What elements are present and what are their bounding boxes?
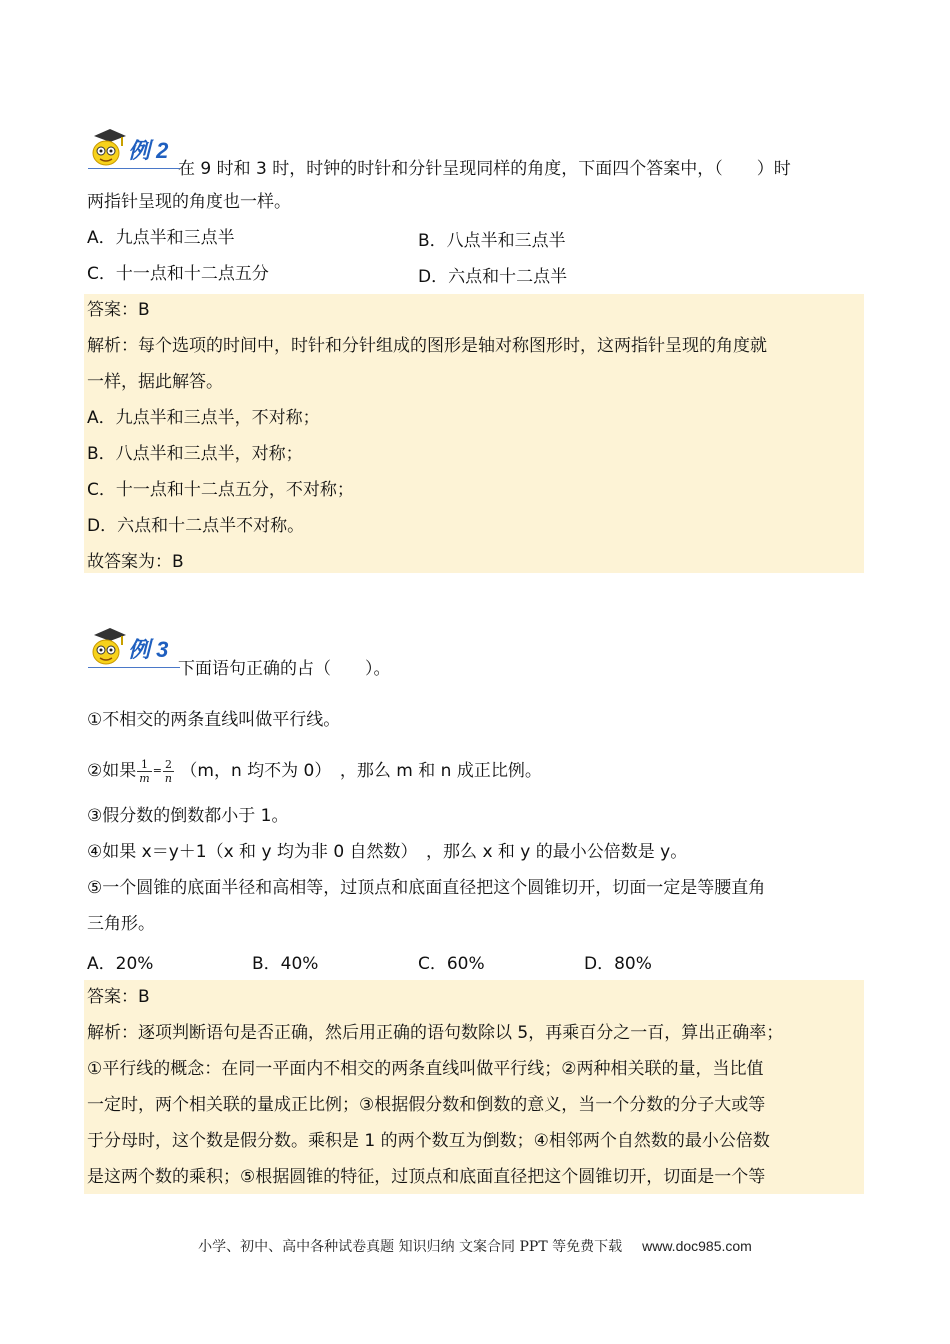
example-2-stem-line1: 在 9 时和 3 时，时钟的时针和分针呈现同样的角度，下面四个答案中，（ ）时 [178, 159, 791, 179]
example-3-label: 例 3 [128, 637, 169, 662]
statement-4: ④如果 x＝y＋1（x 和 y 均为非 0 自然数） ，那么 x 和 y 的最小公倍数是 y。 [87, 842, 688, 862]
statement-2-suffix: （m，n 均不为 0） ，那么 m 和 n 成正比例。 [180, 761, 542, 781]
page-footer [0, 1236, 950, 1256]
example-2-detail-a: A．九点半和三点半，不对称； [87, 408, 320, 428]
example-2-option-c: C．十一点和十二点五分 [87, 264, 269, 284]
fraction-2-numerator: 2 [163, 758, 174, 772]
badge-underline [88, 168, 180, 169]
example-3-stem: 下面语句正确的占（ ）。 [178, 659, 391, 679]
statement-5-line1: ⑤一个圆锥的底面半径和高相等，过顶点和底面直径把这个圆锥切开，切面一定是等腰直角 [87, 878, 766, 898]
example-2-badge [88, 126, 180, 172]
statement-2-prefix: ②如果 [87, 761, 137, 781]
example-3-analysis-line5: 是这两个数的乘积；⑤根据圆锥的特征，过顶点和底面直径把这个圆锥切开，切面是一个等 [87, 1167, 766, 1187]
doctor-mascot-icon [88, 625, 128, 669]
example-3-badge [88, 625, 180, 671]
fraction-1-over-m [137, 758, 151, 785]
statement-5-line2: 三角形。 [87, 914, 155, 934]
statement-2 [87, 754, 542, 788]
equals-sign: = [152, 764, 162, 777]
fraction-2-over-n [163, 758, 174, 785]
fraction-1-numerator: 1 [137, 758, 151, 772]
fraction-1-denominator: m [139, 771, 150, 785]
example-2-stem-line2: 两指针呈现的角度也一样。 [87, 192, 291, 212]
example-2-detail-c: C．十一点和十二点五分，不对称； [87, 480, 354, 500]
example-2-option-a: A．九点半和三点半 [87, 228, 235, 248]
example-3-option-b: B．40% [252, 954, 319, 974]
example-2-analysis-line1: 解析：每个选项的时间中，时针和分针组成的图形是轴对称图形时，这两指针呈现的角度就 [87, 336, 767, 356]
example-3-option-a: A．20% [87, 954, 154, 974]
example-3-option-c: C．60% [418, 954, 485, 974]
footer-url-link[interactable]: www.doc985.com [642, 1238, 752, 1254]
example-3-answer-box [84, 980, 864, 1194]
example-2-option-b: B．八点半和三点半 [418, 231, 566, 251]
example-2-label: 例 2 [128, 138, 169, 163]
example-2-answer: 答案：B [87, 300, 150, 320]
example-3-analysis-line3: 一定时，两个相关联的量成正比例；③根据假分数和倒数的意义，当一个分数的分子大或等 [87, 1095, 766, 1115]
statement-1: ①不相交的两条直线叫做平行线。 [87, 710, 341, 730]
example-2-detail-b: B．八点半和三点半，对称； [87, 444, 303, 464]
statement-3: ③假分数的倒数都小于 1。 [87, 806, 289, 826]
example-3-analysis-line2: ①平行线的概念：在同一平面内不相交的两条直线叫做平行线；②两种相关联的量，当比值 [87, 1059, 764, 1079]
example-2-option-d: D．六点和十二点半 [418, 267, 568, 287]
footer-text: 小学、初中、高中各种试卷真题 知识归纳 文案合同 PPT 等免费下载 [198, 1239, 623, 1255]
fraction-2-denominator: n [164, 771, 172, 785]
example-3-analysis-line4: 于分母时，这个数是假分数。乘积是 1 的两个数互为倒数；④相邻两个自然数的最小公倍数 [87, 1131, 770, 1151]
badge-underline [88, 667, 180, 668]
example-3-answer: 答案：B [87, 987, 150, 1007]
doctor-mascot-icon [88, 126, 128, 170]
example-2-analysis-line2: 一样，据此解答。 [87, 372, 223, 392]
example-2-detail-d: D．六点和十二点半不对称。 [87, 516, 305, 536]
example-2-conclusion: 故答案为：B [87, 552, 184, 572]
example-3-option-d: D．80% [584, 954, 652, 974]
example-3-analysis-line1: 解析：逐项判断语句是否正确，然后用正确的语句数除以 5，再乘百分之一百，算出正确率； [87, 1023, 784, 1043]
